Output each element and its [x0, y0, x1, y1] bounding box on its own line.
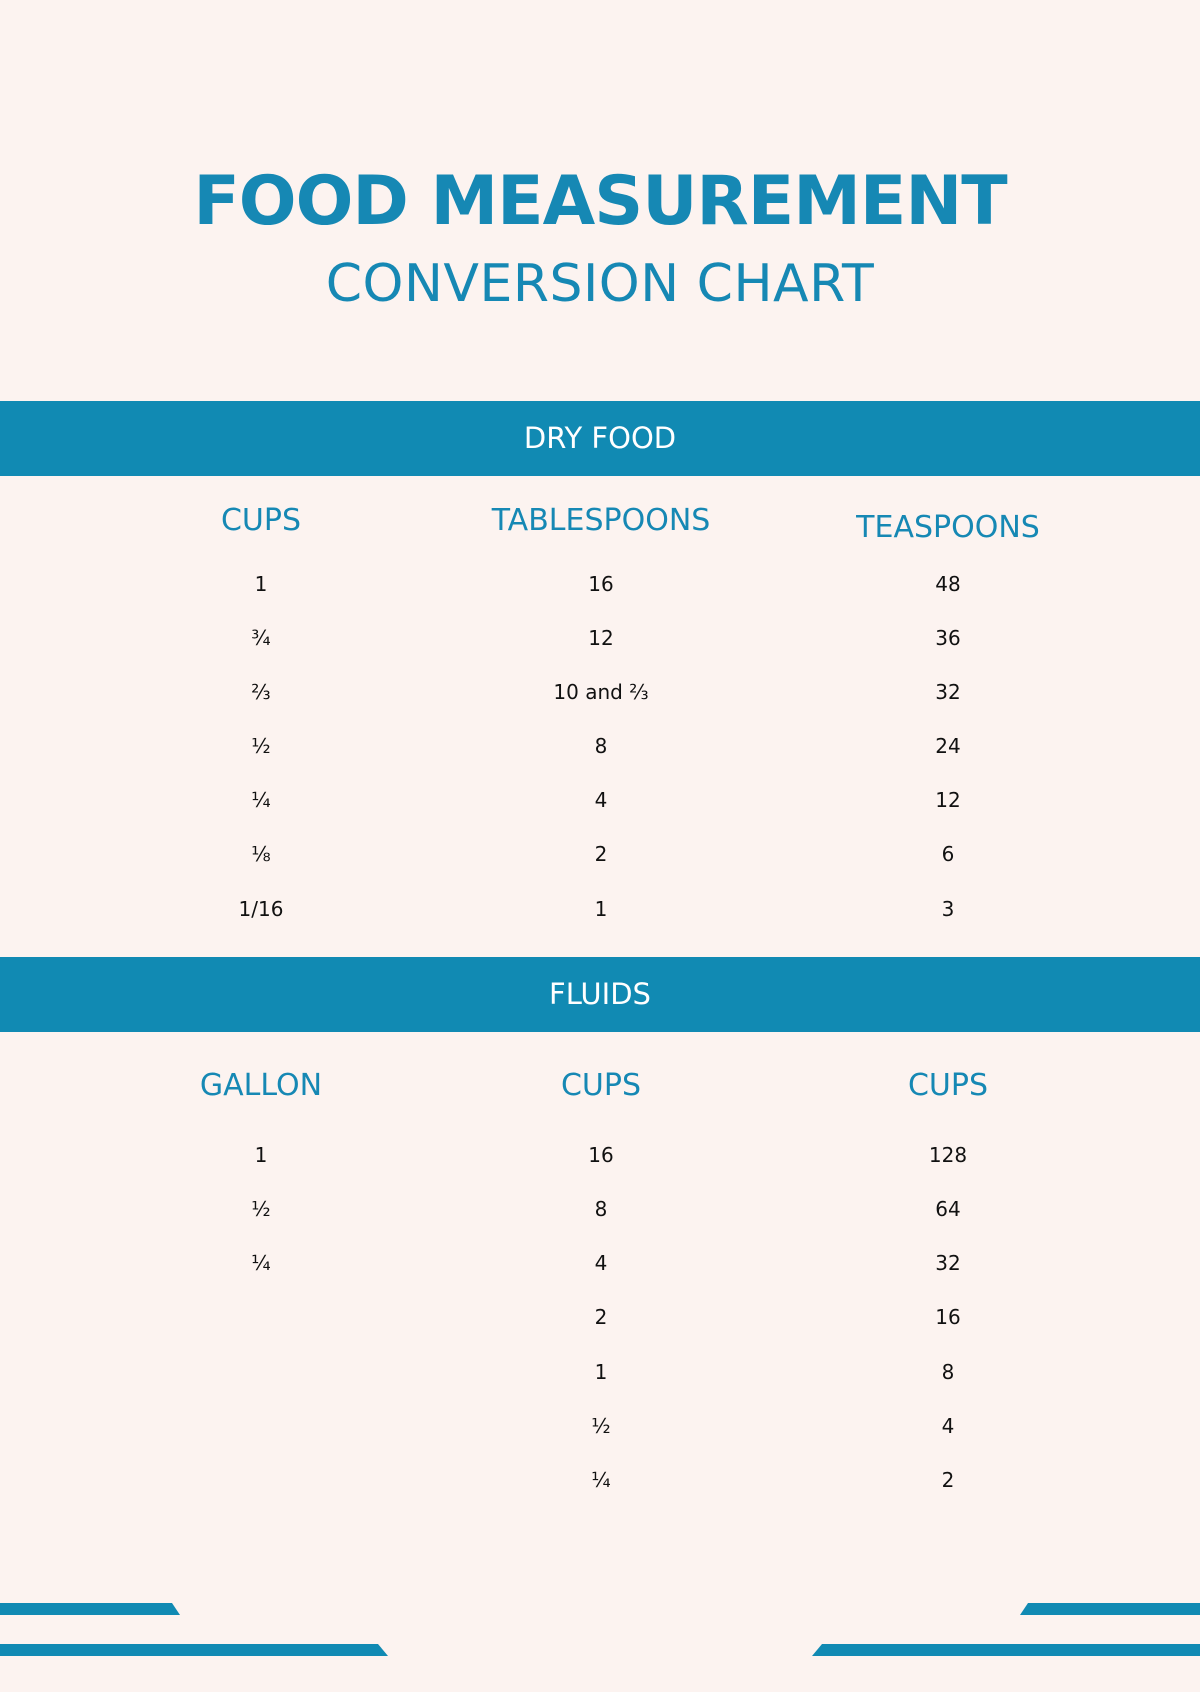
table-cell: 10 and ⅔ [553, 680, 649, 704]
table-cell: 1 [254, 572, 268, 596]
table-cell: 1 [594, 1360, 608, 1384]
table-cell: 1 [594, 897, 608, 921]
table-cell: ½ [251, 1197, 271, 1221]
table-cell: 12 [588, 626, 614, 650]
table-cell: 16 [588, 1143, 614, 1167]
table-cell: 12 [935, 788, 961, 812]
table-cell: 8 [941, 1360, 955, 1384]
table-cell: 3 [941, 897, 955, 921]
table-cell: 36 [935, 626, 961, 650]
table-cell: ¾ [251, 626, 271, 650]
table-cell: 24 [935, 734, 961, 758]
decorative-stripe-bottom-right-short [1020, 1603, 1200, 1615]
table-cell: 16 [588, 572, 614, 596]
decorative-stripe-bottom-left-short [0, 1603, 180, 1615]
table-cell: 2 [594, 1305, 608, 1329]
table-cell: 48 [935, 572, 961, 596]
table-cell: 8 [594, 734, 608, 758]
decorative-stripe-bottom-right-long [812, 1644, 1200, 1656]
table-cell: 2 [594, 842, 608, 866]
table-cell: 1/16 [238, 897, 284, 921]
table-cell: 16 [935, 1305, 961, 1329]
table-cell: 6 [941, 842, 955, 866]
table-cell: 2 [941, 1468, 955, 1492]
table-cell: 8 [594, 1197, 608, 1221]
table-cell: ¼ [251, 788, 271, 812]
table-cell: 64 [935, 1197, 961, 1221]
table-cell: ⅛ [251, 842, 271, 866]
table-cell: ⅔ [251, 680, 271, 704]
table-cell: 32 [935, 1251, 961, 1275]
table-cell: 4 [594, 1251, 608, 1275]
table-cell: 1 [254, 1143, 268, 1167]
dry-food-column-header-cups: CUPS [220, 503, 302, 538]
table-cell: ½ [251, 734, 271, 758]
fluids-column-header-gallon: GALLON [199, 1068, 323, 1103]
page-title: FOOD MEASUREMENT [193, 162, 1007, 241]
dry-food-column-header-teaspoons: TEASPOONS [856, 510, 1040, 545]
table-cell: ¼ [591, 1468, 611, 1492]
fluids-column-header-cups: CUPS [560, 1068, 642, 1103]
dry-food-section-header: DRY FOOD [0, 401, 1200, 476]
table-cell: ½ [591, 1414, 611, 1438]
decorative-stripe-bottom-left-long [0, 1644, 388, 1656]
table-cell: 32 [935, 680, 961, 704]
table-cell: 128 [928, 1143, 968, 1167]
table-cell: ¼ [251, 1251, 271, 1275]
table-cell: 4 [941, 1414, 955, 1438]
table-cell: 4 [594, 788, 608, 812]
fluids-section-header: FLUIDS [0, 957, 1200, 1032]
fluids-column-header-cups-2: CUPS [907, 1068, 989, 1103]
dry-food-column-header-tablespoons: TABLESPOONS [491, 503, 711, 538]
page-subtitle: CONVERSION CHART [325, 254, 875, 314]
